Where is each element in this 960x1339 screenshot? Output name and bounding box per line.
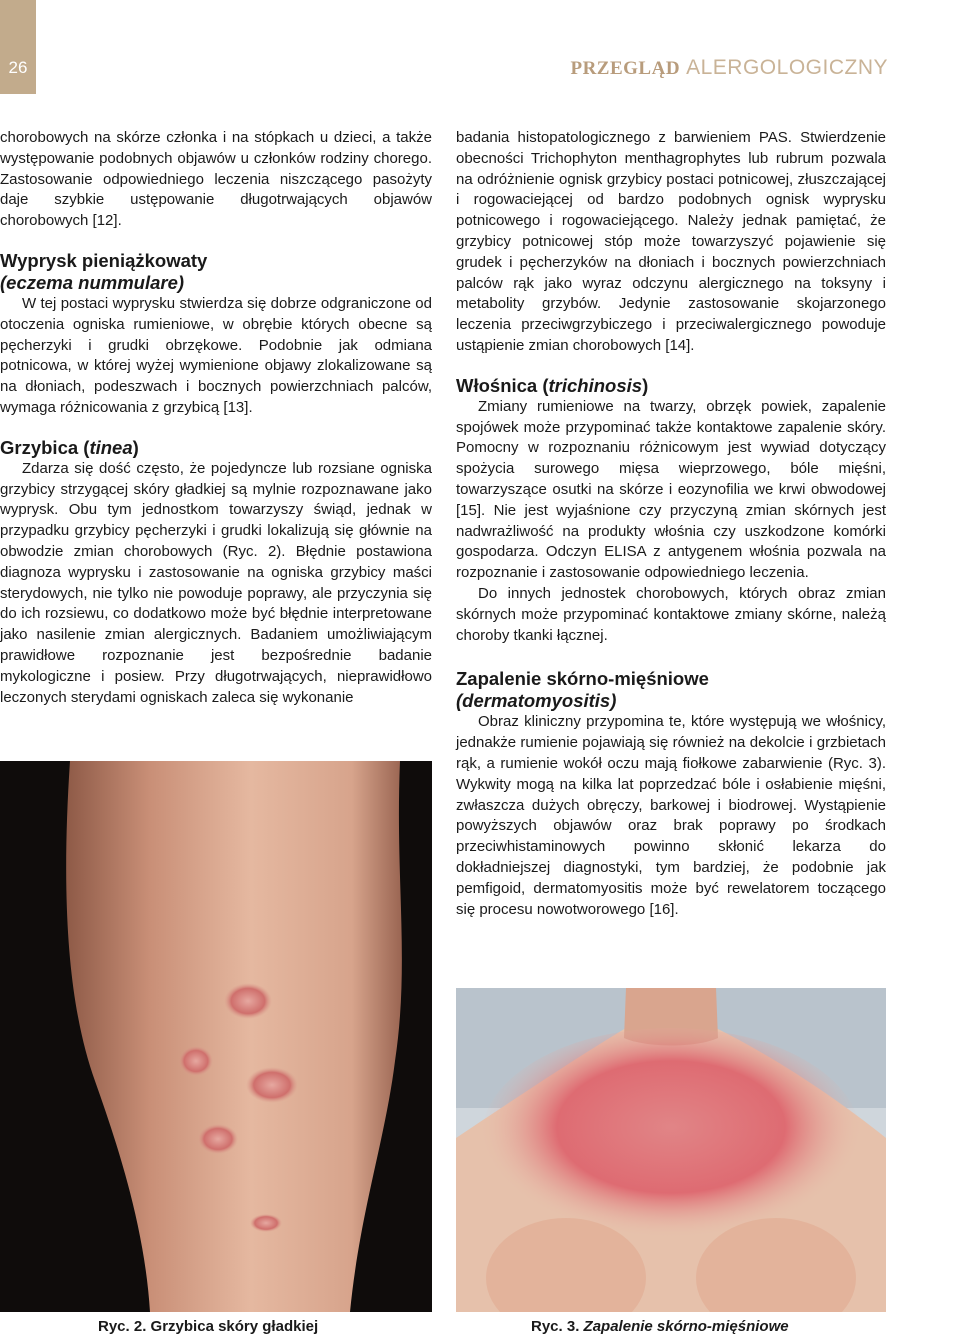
chest-illustration	[456, 988, 886, 1312]
leg-illustration	[0, 761, 432, 1312]
paragraph: Do innych jednostek chorobowych, których obraz zmian skórnych może przypominać kontaktowe zmiany skórne, należą choroby tkanki łącznej.	[456, 584, 886, 644]
figure-2-caption	[98, 1318, 318, 1335]
paragraph: badania histopatologicznego z barwieniem PAS. Stwierdzenie obecności Trichophyton menthagrophytes lub rubrum pozwala na odróżnienie ognisk grzybicy postaci potnicowej, złuszczającej i rogowaciejącej od bardzo podobnych ognisk wyprysku potnicowego i rogowaciejącego. Należy jednak pamiętać, że grzybicy potnicowej stóp może towarzyszyć pojawienie się grudek i pęcherzyków na dłoniach i bocznych powierzchniach palców rąk jako wyraz odczynu alergicznego na toksyny i metabolity grzybów. Jedynie zastosowanie skojarzonego leczenia przeciwgrzybiczego i przeciwalergicznego powoduje ustąpienie zmian chorobowych [14].	[456, 129, 886, 354]
paragraph: Zdarza się dość często, że pojedyncze lub rozsiane ogniska grzybicy strzygącej skóry gładkiej są mylnie rozpoznawane jako wyprysk. Obu tym jednostkom towarzyszy świąd, jednak w przypadku grzybicy pęcherzyki i grudki lokalizują się głównie na obwodzie zmian chorobowych (Ryc. 2). Błędnie postawiona diagnoza wyprysku i zastosowanie na ogniska grzybicy maści sterydowych, nie tylko nie powoduje poprawy, ale przyczynia się do ich rozsiewu, co dodatkowo może być błędnie interpretowane jako nasilenie zmian alergicznych. Badaniem umożliwiającym prawidłowe rozpoznanie jest bezpośrednie badanie mykologiczne i posiew. Przy długotrwających, nieprawidłowo leczonych sterydami ogniskach zaleca się wykonanie	[0, 459, 432, 706]
figure-2-photo	[0, 761, 432, 1312]
left-column	[0, 128, 432, 708]
heading-text: Zapalenie skórno-mięśniowe	[456, 668, 709, 690]
heading-text: )	[132, 436, 139, 458]
heading-text: Wyprysk pieniążkowaty	[0, 249, 208, 271]
heading-tinea	[0, 437, 432, 459]
heading-latin: tinea	[89, 436, 133, 458]
heading-trichinosis	[456, 375, 886, 397]
page-tab	[0, 0, 36, 94]
paragraph: chorobowych na skórze członka i na stópkach u dzieci, a także występowanie podobnych objawów u członków rodziny chorego. Zastosowanie odpowiedniego leczenia niszczącego pasożyty daje szybkie ustępowanie długotrwających objawów chorobowych [12].	[0, 129, 432, 230]
heading-dermatomyositis	[456, 668, 886, 712]
heading-text: Grzybica (	[0, 436, 90, 458]
figure-3-caption	[531, 1318, 789, 1335]
heading-latin: (dermatomyositis)	[456, 690, 617, 712]
caption-label: Ryc. 2.	[98, 1318, 147, 1335]
journal-title	[570, 56, 888, 80]
paragraph: Obraz kliniczny przypomina te, które występują we włośnicy, jednakże rumienie pojawiają się również na dekolcie i grzbietach rąk, a rumienie wokół oczu mają fiołkowe zabarwienie (Ryc. 3). Wykwity mogą na kilka lat poprzedzać bóle i osłabienie mięśni, zwłaszcza dużych obręczy, barkowej i biodrowej. Wystąpienie powyższych objawów oraz brak poprawy po środkach przeciwhistaminowych powinno skłonić lekarza do dokładniejszej diagnostyki, tym bardziej, że podobnie jak pemfigoid, dermatomyositis może być rewelatorem toczącego się procesu nowotworowego [16].	[456, 713, 886, 918]
paragraph: W tej postaci wyprysku stwierdza się dobrze odgraniczone od otoczenia ogniska rumieniowe, w obrębie których obecne są pęcherzyki i grudki obrzękowe. Podobnie jak odmiana potnicowa, w której wyżej wymienione objawy zlokalizowane są na dłoniach, podeszwach i bocznych powierzchniach palców, wymaga różnicowania z grzybicą [13].	[0, 294, 432, 416]
heading-latin: (eczema nummulare)	[0, 271, 185, 293]
journal-title-part1: PRZEGLĄD	[570, 58, 681, 79]
paragraph: Zmiany rumieniowe na twarzy, obrzęk powiek, zapalenie spojówek może przypominać także kontaktowe zapalenie skóry. Pomocny w rozpoznaniu różnicowym jest wywiad dotyczący spożycia surowego mięsa wieprzowego, bóle mięśni, towarzyszące osutki na skórze i eozynofilia we krwi obwodowej [15]. Nie jest wyjaśnione czy przyczyną zmian skórnych jest nadwrażliwość na produkty włośnia czy uszkodzone komórki gospodarza. Odczyn ELISA z antygenem włośnia pozwala na rozpoznanie i zastosowanie odpowiedniego leczenia.	[456, 397, 886, 582]
caption-label: Ryc. 3.	[531, 1318, 580, 1335]
figure-3-photo	[456, 988, 886, 1312]
caption-title: Grzybica skóry gładkiej	[150, 1318, 319, 1335]
page-number: 26	[8, 58, 28, 77]
journal-title-part2: ALERGOLOGICZNY	[686, 56, 888, 79]
heading-text: Włośnica (	[456, 374, 549, 396]
heading-text: )	[642, 374, 649, 396]
heading-latin: trichinosis	[548, 374, 643, 396]
heading-nummular	[0, 250, 432, 294]
right-column	[456, 128, 886, 920]
caption-title: Zapalenie skórno-mięśniowe	[583, 1318, 789, 1335]
